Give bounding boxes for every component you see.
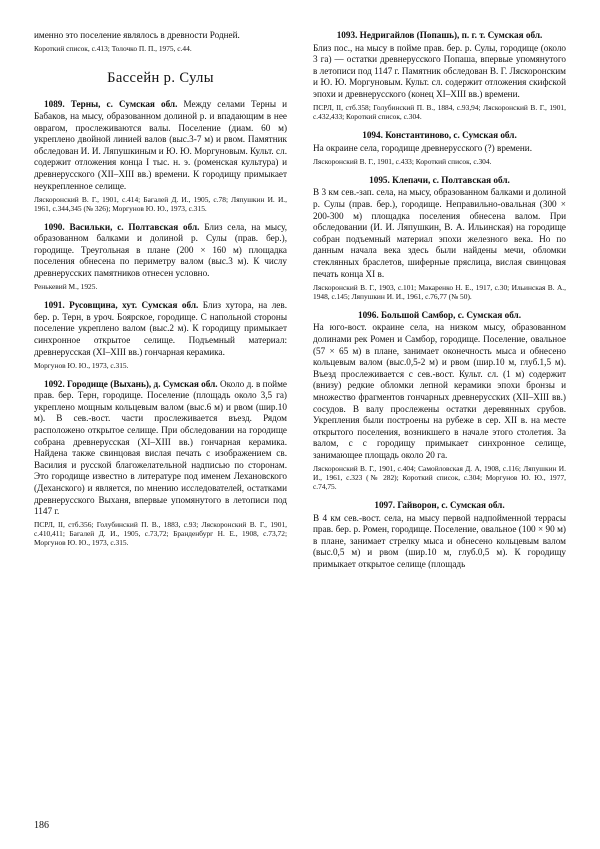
- catalog-entry: [313, 30, 566, 121]
- catalog-entry: [34, 300, 287, 370]
- catalog-entry: [313, 130, 566, 166]
- two-column-layout: [34, 30, 566, 800]
- entry-number-title: 1091. Русовщина, хут. Сумская обл.: [44, 300, 199, 311]
- right-column: [313, 30, 566, 800]
- reference-line: Ляскоронский В. Г., 1901, с.414; Багалей Д. И., 1905, с.78; Ляпушкин И. И., 1961, с.344,345 (№ 326); Моргунов Ю. Ю., 1973, с.315.: [34, 194, 287, 213]
- entry-text: [313, 130, 566, 154]
- entry-number-title: 1093. Недригайлов (Попашь), п. г. т. Сумская обл.: [336, 30, 543, 40]
- entry-number-title: 1097. Гайворон, с. Сумская обл.: [374, 500, 505, 511]
- page-number: 186: [34, 820, 49, 831]
- catalog-entry: [34, 99, 287, 212]
- entry-text: [313, 500, 566, 571]
- reference-line: Ляскоронский В. Г., 1903, с.101; Макаренко Н. Е., 1917, с.30; Ильинская В. А., 1948, с.145; Ляпушкин И. И., 1961, с.76,77 (№ 50).: [313, 282, 566, 301]
- entry-text: [34, 99, 287, 192]
- catalog-entry: [313, 175, 566, 301]
- entry-text: [313, 30, 566, 101]
- entry-description: Близ пос., на мысу в пойме прав. бер. р. Сулы, городище (около 3 га) — остатки древнерусского Попаша, впервые упомянутого в летописи под 1147 г. Памятник обследован В. Г. Ляскоронским и Ю. Ю. Моргуновым. Культ. сл. содержит отложения скифской эпохи и древнерусского (конец XI–XIII вв.) времени.: [313, 42, 566, 99]
- entry-description: В 3 км сев.-зап. села, на мысу, образованном балками и долиной р. Сулы (прав. бер.), городище. Неправильно-овальная (300 × 200-300 м) площадка поселения обнесена валом. При обследовании (И. И. Ляпушкин, В. А. Ильинская) на городище собран подъемный материал эпохи железного века. Но по данным начала века здесь были найдены мечи, обломки стеклянных браслетов, шиферные пряслица, вислая свинцовая печать конца XI в.: [313, 187, 566, 279]
- entry-description: На окраине села, городище древнерусского (?) времени.: [313, 142, 533, 153]
- entry-text: [34, 300, 287, 358]
- entry-number-title: 1090. Васильки, с. Полтавская обл.: [44, 221, 200, 232]
- entry-number-title: 1095. Клепачи, с. Полтавская обл.: [369, 174, 510, 185]
- entry-description: Близ села, на мысу, образованном балками и долиной р. Сулы (прав. бер.), городище. Треугольная в плане (200 × 160 м) площадка поселения обнесена по периметру валом (выс.3 м). К числу древнерусских памятников отнесен условно.: [34, 221, 288, 279]
- entry-description: В 4 км сев.-вост. села, на мысу первой надпойменной террасы прав. бер. р. Ромен, городище. Поселение, овальное (100 × 90 м) в плане, занимает стрелку мыса и обнесено кольцевым валом (выс.0,5 м) и рвом (шир.10 м, глуб.0,5 м). К городищу примыкает открытое селище (площадь: [313, 512, 566, 570]
- entry-description: Около д. в пойме прав. бер. Терн, городище. Поселение (площадь около 3,5 га) укреплено мощным кольцевым валом (выс.6 м) и рвом (шир.10 м). В сев.-вост. части прослеживается въезд. Рядом расположено открытое селище. При обследовании на городище собрана древнерусская (XI–XIII вв.) гончарная керамика. Найдена также свинцовая вислая печать с изображением св. Василия и русской благожелательной надписью по сторонам. Это городище известно в литературе под именем Лехановского (Деханского) и является, по мнению исследователей, остатками древнерусского Выханя, впервые упомянутого в летописи под 1147 г.: [34, 378, 287, 517]
- entry-description: На юго-вост. окраине села, на низком мысу, образованном долинами рек Ромен и Самбор, городище. Поселение, овальное (57 × 65 м) в плане, занимает оконечность мыса и обнесено кольцевым валом (выс.0,5-2 м) и рвом (шир.10 м, глуб.1,5 м). Въезд прослеживается с сев.-вост. Культ. сл. (1 м) содержит (внизу) редкие обломки лепной керамики эпохи бронзы и множество фрагментов гончарных древнерусских (XII–XIII вв.) сосудов. В валу прослежены остатки деревянных срубов. Укрепления были построены на рубеже в сер. XII в. на месте открытого поселения, возникшего в начале этого столетия. За валом, с с городищу примыкает синхронное селище, занимающее площадь около 20 га.: [313, 322, 566, 460]
- reference-line: Моргунов Ю. Ю., 1973, с.315.: [34, 360, 129, 370]
- entry-number-title: 1094. Константиново, с. Сумская обл.: [362, 130, 517, 141]
- reference-line: Короткий список, с.413; Толочко П. П., 1975, с.44.: [34, 44, 192, 54]
- section-title: Бассейн р. Сулы: [107, 70, 214, 87]
- left-column: [34, 30, 287, 800]
- entry-description: Между селами Терны и Бабаков, на мысу, образованном долиной р. и впадающим в нее оврагом, прослеживаются валы. Поселение (диам. 60 м) укреплено двойной линией валов (выс.3-7 м) и рвом. Памятник обследован И. И. Ляпушкиным и Ю. Ю. Моргуновым. Культ. сл. содержит отложения конца I тыс. н. э. (роменская культура) и древнерусского (XII–XIII вв.) времени. К городищу примыкает неукрепленное селище.: [34, 99, 287, 191]
- entry-text: [313, 310, 566, 462]
- entry-text: [313, 175, 566, 280]
- catalog-entry: [313, 500, 566, 571]
- entry-number-title: 1092. Городище (Выхань), д. Сумская обл.: [44, 378, 218, 389]
- entry-text: [34, 222, 287, 280]
- catalog-entry: [34, 222, 287, 292]
- continued-paragraph: именно это поселение являлось в древности Родней.: [34, 30, 240, 40]
- entry-number-title: 1089. Терны, с. Сумская обл.: [44, 99, 178, 110]
- reference-line: ПСРЛ, II, стб.356; Голубинский П. В., 1883, с.93; Ляскоронский В. Г., 1901, с.410,411; Багалей Д. И., 1905, с.73,72; Бранденбург Н. Е., 1908, с.73,72; Моргунов Ю. Ю., 1973, с.315.: [34, 520, 287, 548]
- reference-line: Ляскоронский В. Г., 1901, с.404; Самойловская Д. А, 1908, с.116; Ляпушкин И. И., 1961, с.323 (№ 282); Короткий список, с.304; Моргунов Ю. Ю., 1977, с.74,75.: [313, 463, 566, 492]
- entry-text: [34, 379, 287, 518]
- catalog-entry: [34, 379, 287, 548]
- reference-line: ПСРЛ, II, стб.358; Голубинский П. В., 1884, с.93,94; Ляскоронский В. Г., 1901, с.432,433; Короткий список, с.304.: [313, 103, 566, 122]
- reference-line: Ляскоронский В. Г., 1901, с.433; Короткий список, с.304.: [313, 156, 492, 166]
- reference-line: Ренькевий М., 1925.: [34, 282, 98, 292]
- catalog-entry: [313, 310, 566, 491]
- entry-description: Близ хутора, на лев. бер. р. Терн, в уроч. Боярское, городище. С напольной стороны поселение укреплено валом (выс.2 м). К городищу примыкает синхронное открытое селище. Подъемный материал: древнерусская (XI–XIII вв.) гончарная керамика.: [34, 300, 287, 357]
- entry-number-title: 1096. Большой Самбор, с. Сумская обл.: [357, 309, 522, 320]
